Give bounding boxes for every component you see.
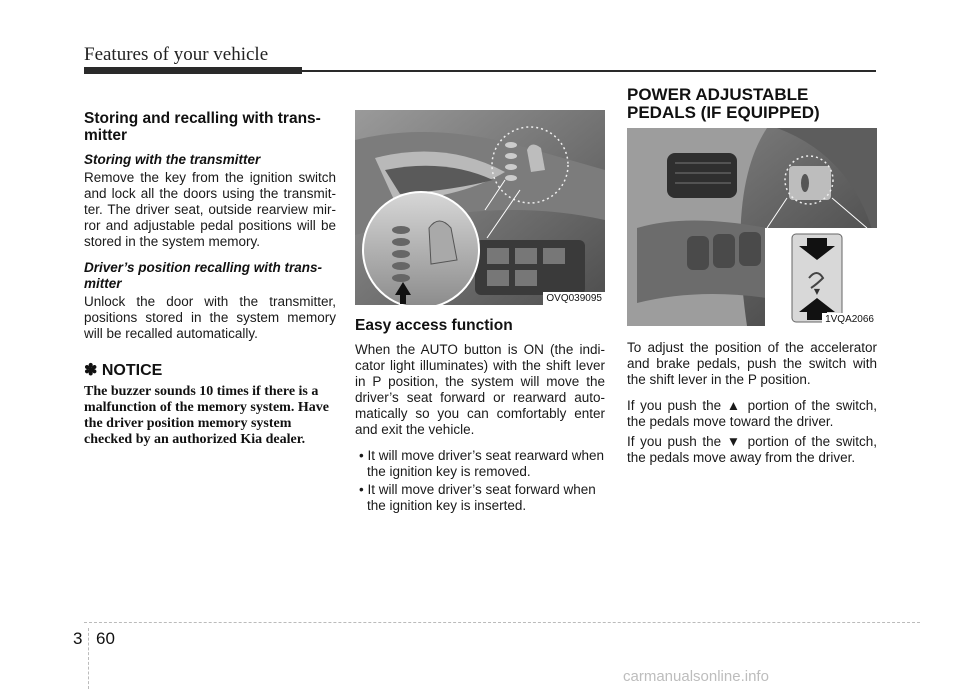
dashboard-illustration — [627, 128, 877, 326]
section-heading-pedals-line1: POWER ADJUSTABLE — [627, 85, 809, 104]
paragraph-pedals-down: If you push the ▼ portion of the switch, the pedals move away from the driver. — [627, 434, 877, 465]
subheading-storing: Storing with the transmitter — [84, 152, 261, 167]
footer-divider — [84, 622, 920, 623]
figure-caption-pedals: 1VQA2066 — [822, 313, 877, 326]
footer-vertical-divider — [88, 628, 89, 689]
header-rule-thick — [84, 67, 302, 74]
page-header-title: Features of your vehicle — [84, 44, 269, 65]
page-number: 60 — [96, 629, 115, 648]
door-memory-switch-figure — [355, 110, 605, 305]
notice-body: The buzzer sounds 10 times if there is a malfunction of the memory system. Have the driver position memory system checked by an authorized Kia dealer. — [84, 384, 329, 447]
svg-text:▼: ▼ — [813, 287, 821, 296]
column-middle — [355, 110, 605, 516]
paragraph-pedals-intro: To adjust the position of the accelerator and brake pedals, push the switch with the shift lever in the P position. — [627, 340, 877, 387]
section-heading-easy-access: Easy access function — [355, 317, 513, 334]
figure-caption-door: OVQ039095 — [543, 292, 605, 305]
column-right — [627, 86, 877, 476]
notice-icon: ✽ — [84, 362, 98, 379]
column-left — [84, 110, 336, 448]
section-heading-pedals-line2: PEDALS (IF EQUIPPED) — [627, 103, 820, 122]
notice-heading — [84, 360, 336, 380]
bullet-forward: • It will move driver’s seat forward when the ignition key is inserted. — [359, 482, 596, 513]
paragraph-pedals-up: If you push the ▲ portion of the switch, the pedals move toward the driver. — [627, 398, 877, 429]
notice-title: NOTICE — [101, 362, 163, 379]
subheading-recalling: Driver’s position recalling with trans-mitter — [84, 260, 323, 291]
pedal-switch-figure — [627, 128, 877, 326]
section-heading-storing-recalling: Storing and recalling with trans-mitter — [84, 110, 321, 144]
watermark-text: carmanualsonline.info — [623, 668, 769, 685]
paragraph-storing: Remove the key from the ignition switch and lock all the doors using the transmit-ter. The driver seat, outside rearview mir-ror and adjustable pedal positions will be stored in the system memory. — [84, 170, 336, 249]
paragraph-easy-access: When the AUTO button is ON (the indi-cator light illuminates) with the shift lever in P position, the system will move the driver’s seat forward or rearward auto-matically so you can comfortably enter and exit the vehicle. — [355, 342, 605, 437]
header-rule-thin — [302, 70, 876, 72]
chapter-number: 3 — [73, 629, 83, 648]
paragraph-recalling: Unlock the door with the transmitter, positions stored in the system memory will be recalled automatically. — [84, 294, 336, 341]
door-panel-illustration — [355, 110, 605, 305]
bullet-rearward: • It will move driver’s seat rearward when the ignition key is removed. — [359, 448, 605, 479]
